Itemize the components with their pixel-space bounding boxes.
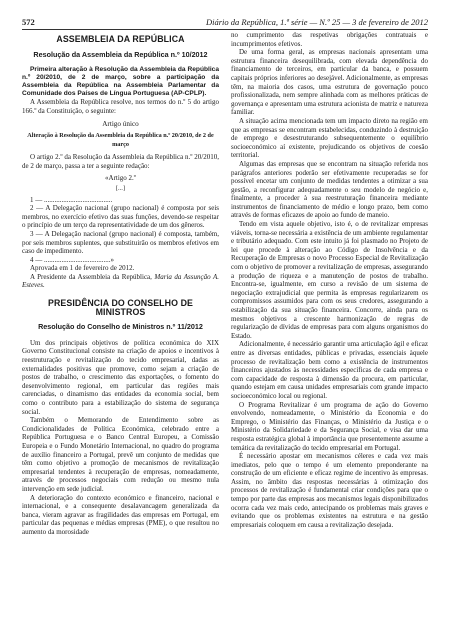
- quoted-article-heading: «Artigo 2.º: [105, 174, 136, 183]
- paragraph: Também o Memorando de Entendimento sobre as Condicionalidades de Política Económica, celebrado entre a República Portuguesa e o Banco Central Europeu, a Comissão Europeia e o Fundo Monetário Internacional, no quadro do programa de auxílio financeiro a Portugal, prevê um conjunto de medidas que têm como objetivo a promoção de mecanismos de revitalização empresarial tendentes à recuperação de empresas, nomeadamente, através de processos negociais com redução ou mesmo nula intervenção em sede judicial.: [22, 416, 219, 493]
- ellipsis-marker: [...]: [115, 184, 126, 192]
- article-heading: Artigo único: [102, 120, 139, 129]
- list-item: 3 — A Delegação nacional (grupo nacional) é composta, também, por seis membros suplentes, que substituirão os membros efetivos em caso de impedimento.: [22, 229, 219, 256]
- paragraph: Algumas das empresas que se encontram na situação referida nos parágrafos anteriores poderão ser efetivamente recuperadas se for possível encetar um conjunto de medidas tendentes a otimizar a sua gestão, a reconfigurar adequadamente o seu modelo de negócio e, finalmente, a proceder à sua reestruturação financeira mediante instrumentos de financiamento de médio e longo prazo, bem como através de formas eficazes de apoio ao fundo de maneio.: [231, 159, 428, 220]
- resolution-title-11-2012: Resolução do Conselho de Ministros n.º 11/2012: [38, 322, 203, 332]
- left-column: [22, 31, 219, 631]
- header-rule: [22, 29, 428, 30]
- paragraph: A situação acima mencionada tem um impacto direto na região em que as empresas se encontram estabelecidas, conduzindo à destruição de emprego e desestruturando subsequentemente o equilíbrio socioeconómico aí existente, prejudicando os objetivos de coesão territorial.: [231, 116, 428, 160]
- page-header: [22, 16, 428, 30]
- resolution-title-10-2012: Resolução da Assembleia da República n.º 10/2012: [33, 49, 208, 59]
- paragraph: O artigo 2.º da Resolução da Assembleia da República n.º 20/2010, de 2 de março, passa a ter a seguinte redação:: [22, 153, 219, 170]
- section-title-pcm: PRESIDÊNCIA DO CONSELHO DE MINISTROS: [48, 298, 193, 317]
- approval-date: Aprovada em 1 de fevereiro de 2012.: [30, 264, 135, 273]
- paragraph: É necessário apostar em mecanismos céleres e cada vez mais imediatos, pelo que o tempo é um elemento preponderante na construção de um eficiente e eficaz regime de incentivo às empresas. Assim, no âmbito das respostas necessárias à otimização dos processos de revitalização é fundamental criar condições para que o tempo por parte das empresas aos mecanismos legais disponibilizados ocorra cada vez mais cedo, antecipando os problemas mais graves e evitando que os problemas existentes na estrutura e na gestão empresariais coloquem em causa a revitalização desejada.: [231, 452, 428, 529]
- list-item: 4 — ......................................»: [30, 255, 114, 264]
- paragraph: De uma forma geral, as empresas nacionais apresentam uma estrutura financeira desequilibrada, com elevada dependência do financiamento de terceiros, em particular da banca, e possuem capitais próprios inferiores ao desejável. Adicionalmente, as empresas têm, na maioria dos casos, uma estrutura de governação pouco profissionalizada, nem sempre alinhada com as melhores práticas de governança e apresentam uma estrutura acionista de matriz e natureza familiar.: [231, 48, 428, 117]
- list-item: 1 — .......................................: [30, 195, 113, 204]
- signature: A Presidente da Assembleia da República, Maria da Assunção A. Esteves.: [22, 272, 219, 290]
- article-subheading: Alteração à Resolução da Assembleia da República n.º 20/2010, de 2 de março: [27, 131, 214, 148]
- section-title-assembleia: ASSEMBLEIA DA REPÚBLICA: [56, 34, 185, 44]
- paragraph: A deterioração do contexto económico e financeiro, nacional e internacional, e a consequente desalavancagem generalizada da banca, vieram agravar as fragilidades das empresas em Portugal, em particular das pequenas e médias empresas (PME), o que resultou no aumento da morosidade: [22, 493, 219, 536]
- paragraph: Adicionalmente, é necessário garantir uma articulação ágil e eficaz entre as diversas entidades, públicas e privadas, essenciais àquele processo de revitalização bem como a existência de instrumentos financeiros ajustados às necessidades específicas de cada empresa e com capacidade de resposta à dimensão da procura, em particular, quando estejam em causa unidades empresariais com grande impacto socioeconómico local ou regional.: [231, 340, 428, 400]
- right-column: [231, 31, 428, 631]
- list-item: 2 — A Delegação nacional (grupo nacional) é composta por seis membros, no exercício efetivo das suas funções, devendo-se respeitar o princípio de um terço da representatividade de um dos gêneros.: [22, 204, 219, 230]
- paragraph: O Programa Revitalizar é um programa de ação do Governo envolvendo, nomeadamente, o Ministério da Economia e do Emprego, o Ministério das Finanças, o Ministério da Justiça e o Ministério da Solidariedade e da Segurança Social, e visa dar uma resposta estratégica global à importância que presentemente assume a temática da revitalização do tecido empresarial em Portugal.: [231, 400, 428, 452]
- paragraph: Tendo em vista aquele objetivo, isto é, o de revitalizar empresas viáveis, torna-se necessária a existência de um ambiente regulamentar e tributário adequado. Com este intuito já foi plasmado no Projeto de lei que procede à alteração ao Código de Insolvência e da Recuperação de Empresas o novo Processo Especial de Revitalização com o objetivo de promover a revitalização de empresas, assegurando a produção de riqueza e a manutenção de postos de trabalho. Encontra-se, igualmente, em curso a revisão de um sistema de negociação extrajudicial que permita às empresas regularizarem os compromissos assumidos para com os seus credores, assegurando a estabilização da sua situação financeira. Concorre, ainda para os mesmos objetivos a crescente harmonização de regras de regularização de dívidas de empresas para com alguns organismos do Estado.: [231, 220, 428, 340]
- resolution-summary: Primeira alteração à Resolução da Assembleia da República n.º 20/2010, de 2 de março, sobre a participação da Assembleia da República na Assembleia Parlamentar da Comunidade dos Países de Língua Portuguesa (AP-CPLP).: [22, 66, 219, 98]
- signatory-name: Maria da Assunção A. Esteves.: [22, 272, 219, 290]
- paragraph: no cumprimento das respetivas obrigações contratuais e incumprimentos efetivos.: [231, 31, 428, 48]
- paragraph: A Assembleia da República resolve, nos termos do n.º 5 do artigo 166.º da Constituição, o seguinte:: [22, 98, 219, 115]
- journal-title: Diário da República, 1.ª série — N.º 25 — 3 de fevereiro de 2012: [205, 17, 428, 27]
- page-number: 572: [22, 17, 35, 27]
- paragraph: Um dos principais objetivos de política económica do XIX Governo Constitucional consiste na criação de apoios e incentivos à reestruturação e revitalização do tecido empresarial, dadas as externalidades positivas que promove, como sejam a criação de postos de trabalho, o crescimento das exportações, o fomento do desenvolvimento regional, em particular das regiões mais carenciadas, o dinamismo das entidades da economia social, bem como o contributo para a estabilização do sistema de segurança social.: [22, 338, 219, 416]
